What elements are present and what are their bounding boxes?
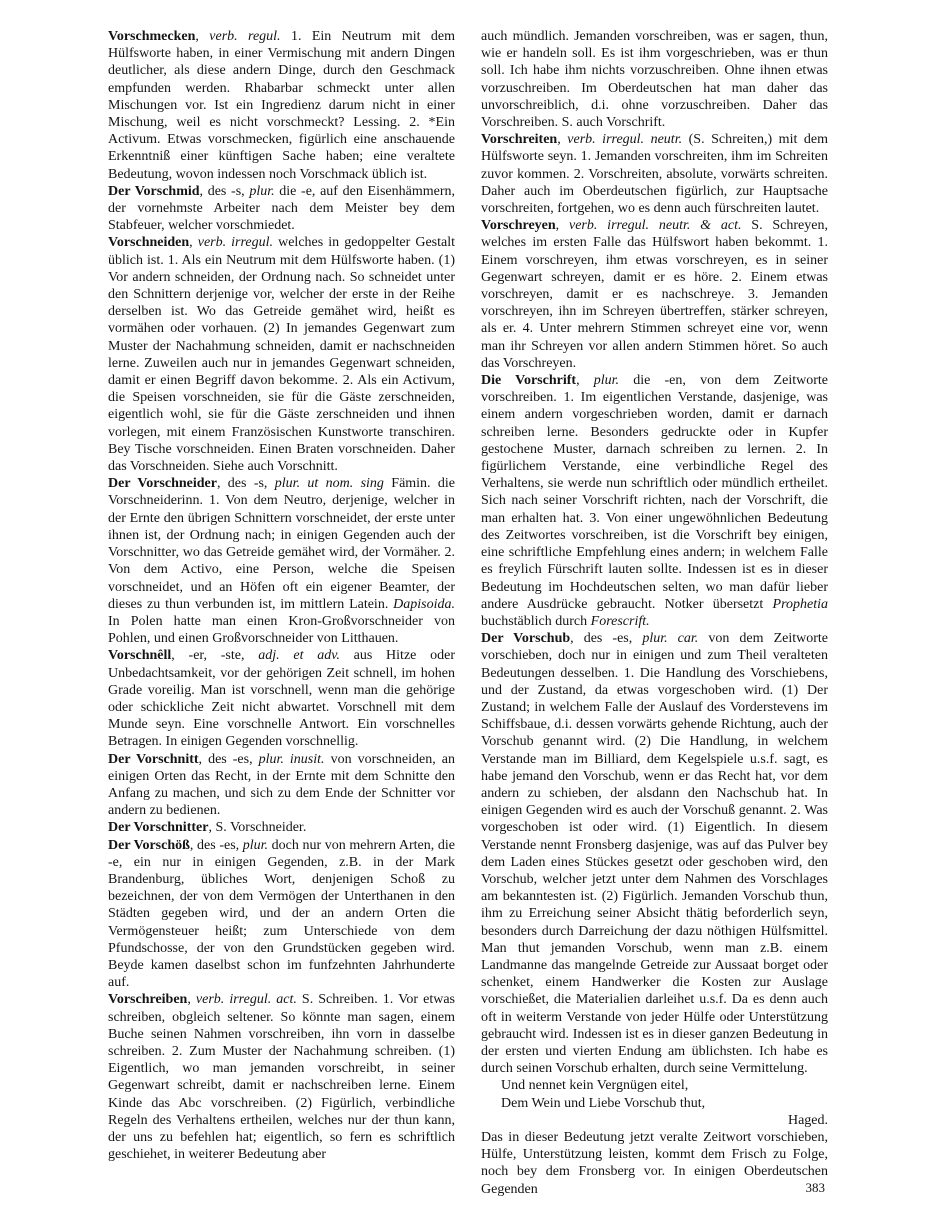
entry-text: von vorschneiden, an einigen Orten das Recht, in der Ernte mit dem Schnitte den Anfang zu machen, und sich zu dem Ende der Schnitter vor andern zu bedienen.: [108, 751, 455, 819]
headword: Vorschreiben: [108, 992, 188, 1008]
entry-text: ,: [555, 218, 569, 234]
dictionary-entry: [108, 751, 455, 820]
entry-text: buchstäblich durch: [481, 613, 591, 629]
grammar-label: Prophetia: [772, 596, 828, 612]
headword: Der Vorschub: [481, 631, 571, 647]
dictionary-entry: [108, 819, 455, 836]
entry-text: ,: [195, 29, 210, 44]
entry-text: aus Hitze oder Unbedachtsamkeit, vor der gehörigen Zeit schnell, im hohen Grade voreilig. Man ist vorschnell, wenn man die gehörige oder schickliche Zeit nicht abwartet. Vorschnell mit dem Munde seyn. Eine vorschnelle Antwort. Ein vorschnelles Betragen. In einigen Gegenden vorschnellig.: [108, 648, 455, 750]
entry-text: In Polen hatte man einen Kron-Großvorschneider von Pohlen, und einen Großvorschneider von Litthauen.: [108, 613, 455, 647]
entry-text: die -e, auf den Eisenhämmern, der vornehmste Arbeiter nach dem Meister bey dem Stabfeuer, welcher vorschmiedet.: [108, 183, 455, 234]
entry-text: ,: [557, 132, 568, 148]
entry-text: welches in gedoppelter Gestalt üblich ist. 1. Als ein Neutrum mit dem Hülfsworte haben. (1) Vor andern schneiden, der Ordnung nach. So schneidet unter den Schnittern derjenige vor, welcher der erste in der Reihe derselben ist. Wo das Getreide gemähet wird, heißt es vormähen oder vorhauen. (2) In jemandes Gegenwart zum Muster der Nachahmung schneiden, damit er nachschneiden lerne. Zuweilen auch nur in jemandes Gegenwart schneiden, damit er einen Begriff davon bekomme. 2. Als ein Activum, die Speisen vorschneiden, sie für die Gäste zerschneiden, eigentlich wohl, sie für die Gäste zerschneiden und ihnen vorlegen, mit einem Französischen Kunstworte transchiren. Bey Tische vorschneiden. Einen Braten vorschneiden. Daher das Vorschneiden. Siehe auch Vorschnitt.: [108, 235, 456, 475]
entry-text: ,: [576, 373, 594, 389]
dictionary-entry: [481, 372, 828, 630]
entry-text: , des -es,: [189, 837, 243, 853]
entry-text: ,: [189, 235, 198, 251]
entry-text: , S. Vorschneider.: [208, 820, 307, 836]
headword: Vorschneiden: [108, 235, 190, 251]
entry-text: Und nennet kein Vergnügen eitel,: [501, 1078, 689, 1094]
entry-text: , des -es,: [198, 751, 259, 767]
entry-text: von dem Zeitworte vorschieben, doch nur in einigen und zum Theil veralteten Bedeutungen desselben. 1. Die Handlung des Vorschiebens, und der Zustand, da etwas vorgeschoben wird. (1) Der Zustand; in welchem Falle der Auslauf des Vorderstevens im Schiffsbaue, d.i. dessen vorwärts gehende Richtung, auch der Vorschub genannt wird. (2) Die Handlung, in welchem Verstande man im Billiard, dem Kegelspiele u.s.f. sagt, es habe jemand den Vorschub, wenn er das Recht hat, vor dem andern zu schieben, der alsdann den Nachschub hat. In einigen Gegenden wird es auch der Vorschuß genannt. 2. Was vorgeschoben ist oder wird. (1) Eigentlich. In diesem Verstande nennt Fronsberg dasjenige, was auf das Pulver bey dem Laden eines Stückes gesetzt oder geschoben wird, den Vorschub, welcher jetzt unter dem Nahmen des Vorschlages am bekanntesten ist. (2) Figürlich. Jemanden Vorschub thun, ihm zu Erreichung seiner Absicht thätig beforderlich seyn, besonders durch Darreichung der dazu nöthigen Hülfsmittel. Man thut jemanden Vorschub, wenn man z.B. einem Landmanne das mangelnde Getreide zur Aussaat borget oder schenket, einem Handwerker die Kosten zur Auslage vorschießet, die Materialien darleihet u.s.f. Da es denn auch oft in weiterm Verstande von jeder Hülfe oder Unterstützung gebraucht wird. Indessen ist es in dieser ganzen Bedeutung in der ersten und vierten Endung am üblichsten. Ich habe es durch seinen Vorschub erhalten, durch seine Vermittelung.: [481, 631, 828, 1077]
entry-text: , -er, -ste,: [171, 648, 259, 664]
text-columns: [108, 28, 828, 1198]
entry-text: , des -es,: [570, 631, 643, 647]
headword: Der Vorschnitt: [108, 751, 199, 767]
grammar-label: plur.: [242, 837, 269, 853]
headword: Vorschnêll: [108, 648, 172, 664]
grammar-label: plur. ut nom. sing: [274, 476, 384, 492]
dictionary-entry: [108, 647, 455, 750]
dictionary-entry: [481, 217, 828, 372]
entry-text: (S. Schreiten,) mit dem Hülfsworte seyn. 1. Jemanden vorschreiten, ihm im Schreiten zuvor kommen. 2. Vorschreiten, absolute, vorwärts schreiten. Daher auch im Oberdeutschen figürlich, zur Hauptsache vorschreiten, fortgehen, wo es denn auch fürschreiten lautet.: [481, 132, 828, 217]
grammar-label: verb. irregul.: [197, 235, 274, 251]
dictionary-entry: [108, 991, 455, 1163]
grammar-label: verb. regul.: [209, 29, 281, 44]
headword: Der Vorschneider: [108, 476, 217, 492]
dictionary-entry: [481, 630, 828, 1077]
entry-text: Dem Wein und Liebe Vorschub thut,: [501, 1095, 706, 1111]
entry-text: S. Schreiben. 1. Vor etwas schreiben, obgleich seltener. So könnte man sagen, einem Buche seinen Nahmen vorschreiben, ihn vorn in dasselbe schreiben. 2. Zum Muster der Nachahmung schreiben. (1) Eigentlich, wo man jemanden vorschreibt, in seiner Gegenwart schreibt, damit er nachschreiben lerne. Einem Kinde das Abc vorschreiben. (2) Figürlich, verbindliche Regeln des Verhaltens ertheilen, welches nur der thun kann, der uns zu befehlen hat; eigentlich, so fern es schriftlich geschiehet, in weiterer Bedeutung aber: [108, 992, 456, 1163]
dictionary-entry: [481, 131, 828, 217]
grammar-label: Dapisoida.: [393, 596, 455, 612]
dictionary-entry: [108, 28, 455, 183]
verse-line: [481, 1077, 828, 1094]
entry-text: 1. Ein Neutrum mit dem Hülfsworte haben, in einer Vermischung mit andern Dingen deutlicher, als diese andern Dinge, durch den Geschmack empfunden werden. Rhabarbar schmeckt unter allen Mischungen vor. Ist ein Ingredienz darum nicht in einer Mischung, weil es nicht vorschmeckt? Lessing. 2. *Ein Activum. Etwas vorschmecken, figürlich eine anschauende Erkenntniß einer künftigen Sache haben; eine veraltete Bedeutung, wovon indessen noch Vorschmack üblich ist.: [108, 29, 455, 182]
verse-line: [481, 1095, 828, 1112]
headword: Der Vorschmid: [108, 183, 200, 199]
entry-text: die -en, von dem Zeitworte vorschreiben. 1. Im eigentlichen Verstande, dasjenige, was einem andern vorgeschrieben worden, damit er darnach schreiben lerne. Besonders gedruckte oder in Kupfer gestochene Muster, darnach schreiben zu lernen. 2. In figürlichem Verstande, eine verbindliche Regel des Verhaltens, sie werde nun schriftlich oder mündlich ertheilet. Sich nach seiner Vorschrift richten, nach der Vorschrift, die man erhalten hat. 3. Von einer ungewöhnlichen Bedeutung des Zeitwortes vorschreiben, ist die Vorschrift bey einigen, eine schriftliche Empfehlung eines andern; in welchem Falle es freylich Fürschrift lauten sollte. Indessen ist es in dieser Bedeutung im Hochdeutschen selten, wo man dafür lieber andere Ausdrücke gebraucht. Notker übersetzt: [481, 373, 828, 612]
grammar-label: verb. irregul. neutr.: [567, 132, 683, 148]
headword: Der Vorschöß: [108, 837, 190, 853]
grammar-label: verb. irregul. act.: [195, 992, 297, 1008]
headword: Der Vorschnitter: [108, 820, 209, 836]
entry-text: Haged.: [787, 1112, 828, 1128]
dictionary-entry: [108, 183, 455, 235]
dictionary-entry: [108, 234, 455, 475]
dictionary-entry: [108, 475, 455, 647]
grammar-label: Forescrift.: [590, 613, 650, 629]
headword: Vorschreiten: [481, 132, 558, 148]
grammar-label: plur. car.: [642, 631, 699, 647]
entry-text: S. Schreyen, welches im ersten Falle das Hülfswort haben bekommt. 1. Einem vorschreyen, ihm etwas vorschreyen, es in seiner Gegenwart schreyen, damit er es höre. 2. Einem etwas vorschreyen, damit er es nachschreye. 3. Jemanden vorschreyen, ihn im Schreyen übertreffen, stärker schreyen, als er. 4. Unter mehrern Stimmen schreyet eine vor, wenn man ihr Schreyen vor allen andern Stimmen höret. So auch das Vorschreyen.: [481, 218, 828, 371]
dictionary-entry: [108, 837, 455, 992]
dictionary-entry: [481, 28, 828, 131]
dictionary-entry: [481, 1129, 828, 1198]
entry-text: ,: [187, 992, 196, 1008]
grammar-label: plur.: [249, 183, 275, 199]
entry-text: doch nur von mehrern Arten, die -e, ein nur in einigen Gegenden, z.B. in der Mark Brandenburg, übliches Wort, denjenigen Schoß zu bezeichnen, der von dem Vermögen der Unterthanen in den Städten gegeben wird, und der an andern Orten die Vermögensteuer heißt; zum Unterschiede von dem Pfundschosse, der von den Grundstücken gegeben wird. Beyde kamen daselbst schon im funfzehnten Jahrhunderte auf.: [108, 837, 455, 991]
headword: Vorschreyen: [481, 218, 556, 234]
grammar-label: verb. irregul. neutr. & act.: [568, 218, 742, 234]
grammar-label: adj. et adv.: [258, 648, 340, 664]
entry-text: Fämin. die Vorschneiderinn. 1. Von dem Neutro, derjenige, welcher in der Ernte den übrigen Schnittern vorschneidet, der erste unter ihnen ist, der Ordnung nach; in einigen Gegenden auch der Vorschnitter, wo das Getreide gemähet wird, der Vormäher. 2. Von dem Activo, eine Person, welche die Speisen vorschneidet, und an Höfen oft ein eigener Beamter, der dieses zu thun verbunden ist, im mittlern Latein.: [108, 476, 456, 612]
right-column: [481, 28, 828, 1198]
grammar-label: plur.: [593, 373, 620, 389]
entry-text: , des -s,: [216, 476, 275, 492]
left-column: [108, 28, 455, 1198]
entry-text: auch mündlich. Jemanden vorschreiben, was er sagen, thun, wie er handeln soll. Es ist ihm vorgeschrieben, was er thun soll. Ich habe ihm nichts vorzuschreiben. Ohne ihnen etwas vorzuschreiben. Im Oberdeutschen hat man daher das unvorschreiblich, d.i. ohne vorzuschreiben. Daher das Vorschreiben. S. auch Vorschrift.: [481, 29, 828, 131]
headword: Vorschmecken: [108, 29, 196, 44]
entry-text: Das in dieser Bedeutung jetzt veralte Zeitwort vorschieben, Hülfe, Unterstützung leisten, kommt dem Frisch zu Folge, noch bey dem Fronsberg vor. In einigen Oberdeutschen Gegenden: [481, 1130, 828, 1197]
entry-text: , des -s,: [199, 183, 250, 199]
grammar-label: plur. inusit.: [258, 751, 325, 767]
page-number: 383: [805, 1180, 825, 1195]
headword: Die Vorschrift: [481, 373, 577, 389]
verse-attribution: [481, 1112, 828, 1129]
